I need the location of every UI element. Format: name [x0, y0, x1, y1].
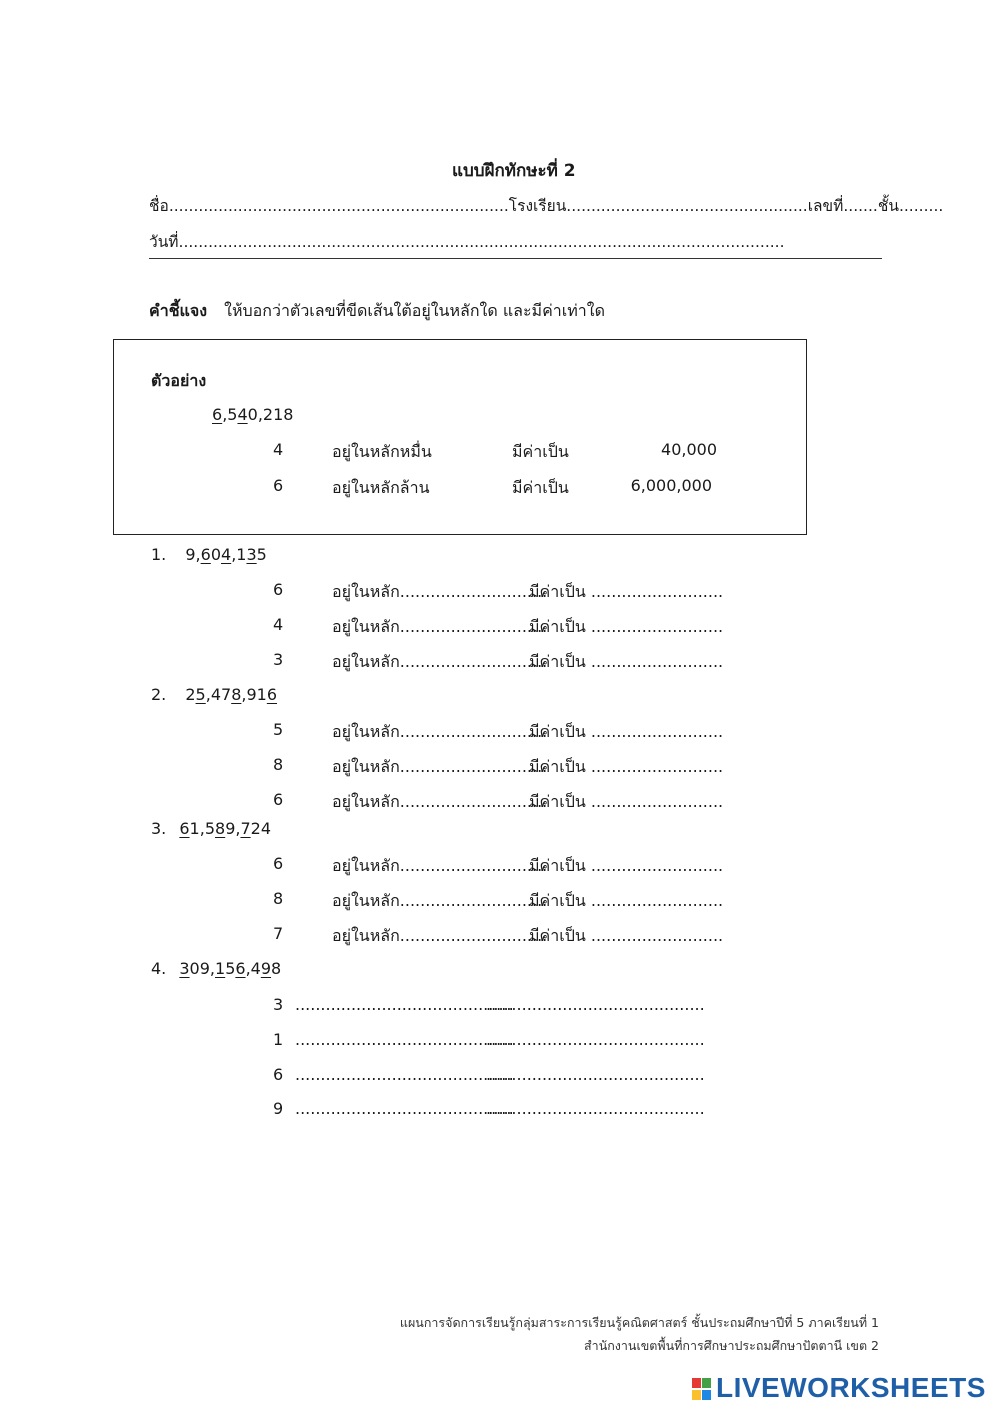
logo-square-green [702, 1378, 711, 1388]
example-digit: 4 [273, 440, 284, 459]
answer-digit: 7 [273, 924, 284, 943]
exercise-4-number [151, 959, 281, 978]
answer-digit: 6 [273, 854, 284, 873]
number-part: 0,218 [247, 405, 294, 424]
underlined-digit: 6 [200, 545, 211, 564]
exercise-2-number [151, 685, 277, 704]
answer-digit: 1 [273, 1030, 284, 1049]
answer-digit: 6 [273, 790, 284, 809]
value-blank[interactable]: มีค่าเป็น .......................... [529, 617, 724, 636]
number-part: 5 [256, 545, 267, 564]
footer-line-2: สำนักงานเขตพื้นที่การศึกษาประถมศึกษาปัตตานี เขต 2 [584, 1338, 879, 1353]
number-part: ,91 [241, 685, 267, 704]
place-blank[interactable]: ........................................... [295, 1065, 514, 1084]
underlined-digit: 4 [237, 405, 248, 424]
underlined-digit: 1 [215, 959, 226, 978]
exercise-label: 3. [151, 819, 167, 838]
footer-line-1: แผนการจัดการเรียนรู้กลุ่มสาระการเรียนรู้คณิตศาสตร์ ชั้นประถมศึกษาปีที่ 5 ภาคเรียนที่ 1 [399, 1315, 879, 1330]
place-blank[interactable]: อยู่ในหลัก............................. [332, 926, 548, 945]
example-value-label: มีค่าเป็น [512, 442, 569, 461]
number-part: 8 [271, 959, 282, 978]
value-blank[interactable]: มีค่าเป็น .......................... [529, 926, 724, 945]
place-blank[interactable]: อยู่ในหลัก............................. [332, 617, 548, 636]
instructions-label: คำชี้แจง [149, 301, 208, 320]
example-value: 6,000,000 [630, 476, 712, 495]
exercise-1-number [151, 545, 267, 564]
underlined-digit: 6 [179, 819, 190, 838]
date-line: วันที่........................................................................................................................... [149, 233, 785, 251]
example-value: 40,000 [661, 440, 717, 459]
value-blank[interactable]: มีค่าเป็น .......................... [529, 792, 724, 811]
value-blank[interactable]: มีค่าเป็น .......................... [529, 856, 724, 875]
value-blank[interactable]: ........................................... [486, 1030, 705, 1049]
underlined-digit: 5 [195, 685, 206, 704]
number-part: 2 [185, 685, 196, 704]
place-blank[interactable]: อยู่ในหลัก............................. [332, 582, 548, 601]
underlined-digit: 8 [215, 819, 226, 838]
underlined-digit: 3 [246, 545, 257, 564]
answer-digit: 8 [273, 755, 284, 774]
example-label: ตัวอย่าง [151, 371, 207, 390]
exercise-label: 4. [151, 959, 167, 978]
number-part: 5 [225, 959, 236, 978]
value-blank[interactable]: มีค่าเป็น .......................... [529, 891, 724, 910]
answer-digit: 8 [273, 889, 284, 908]
header-divider [149, 258, 882, 259]
underlined-digit: 6 [212, 405, 223, 424]
answer-digit: 5 [273, 720, 284, 739]
underlined-digit: 6 [266, 685, 278, 704]
value-blank[interactable]: ........................................... [486, 995, 705, 1014]
example-box [113, 339, 807, 535]
value-blank[interactable]: มีค่าเป็น .......................... [529, 757, 724, 776]
value-blank[interactable]: มีค่าเป็น .......................... [529, 722, 724, 741]
example-number [212, 405, 293, 424]
place-blank[interactable]: อยู่ในหลัก............................. [332, 757, 548, 776]
underlined-digit: 7 [240, 819, 251, 838]
logo-square-blue [702, 1390, 711, 1400]
place-blank[interactable]: อยู่ในหลัก............................. [332, 652, 548, 671]
number-part: 1,5 [189, 819, 215, 838]
name-school-line: ชื่อ.....................................................................โรงเรียน.................................................เลขที่.......ชั้น......... [149, 197, 944, 215]
underlined-digit: 6 [235, 959, 246, 978]
liveworksheets-logo-text[interactable]: LIVEWORKSHEETS [716, 1372, 986, 1403]
number-part: ,1 [231, 545, 247, 564]
number-part: ,47 [205, 685, 232, 704]
place-blank[interactable]: อยู่ในหลัก............................. [332, 792, 548, 811]
example-digit: 6 [273, 476, 284, 495]
underlined-digit: 8 [231, 685, 242, 704]
answer-digit: 3 [273, 995, 284, 1014]
place-blank[interactable]: อยู่ในหลัก............................. [332, 891, 548, 910]
exercise-label: 2. [151, 685, 167, 704]
underlined-digit: 3 [179, 959, 190, 978]
answer-digit: 6 [273, 1065, 284, 1084]
value-blank[interactable]: มีค่าเป็น .......................... [529, 652, 724, 671]
answer-digit: 6 [273, 580, 284, 599]
example-place: อยู่ในหลักล้าน [332, 478, 430, 497]
answer-digit: 9 [273, 1099, 284, 1118]
instructions-text: ให้บอกว่าตัวเลขที่ขีดเส้นใต้อยู่ในหลักใด และมีค่าเท่าใด [224, 301, 605, 320]
liveworksheets-logo-icon [692, 1378, 712, 1402]
number-part: 09, [189, 959, 215, 978]
underlined-digit: 9 [260, 959, 272, 978]
number-part: 24 [250, 819, 271, 838]
value-blank[interactable]: ........................................... [486, 1099, 705, 1118]
example-place: อยู่ในหลักหมื่น [332, 442, 432, 461]
place-blank[interactable]: อยู่ในหลัก............................. [332, 856, 548, 875]
example-value-label: มีค่าเป็น [512, 478, 569, 497]
instructions [149, 299, 605, 324]
place-blank[interactable]: ........................................... [295, 1030, 514, 1049]
place-blank[interactable]: ........................................... [295, 1099, 514, 1118]
number-part: 9, [185, 545, 201, 564]
answer-digit: 3 [273, 650, 284, 669]
number-part: 0 [210, 545, 221, 564]
answer-digit: 4 [273, 615, 284, 634]
logo-square-yellow [692, 1390, 701, 1400]
logo-square-red [692, 1378, 701, 1388]
underlined-digit: 4 [221, 545, 232, 564]
value-blank[interactable]: มีค่าเป็น .......................... [529, 582, 724, 601]
number-part: ,4 [245, 959, 261, 978]
place-blank[interactable]: ........................................... [295, 995, 514, 1014]
page-title: แบบฝึกทักษะที่ 2 [452, 161, 576, 181]
exercise-3-number [151, 819, 271, 838]
value-blank[interactable]: ........................................... [486, 1065, 705, 1084]
number-part: ,5 [222, 405, 238, 424]
place-blank[interactable]: อยู่ในหลัก............................. [332, 722, 548, 741]
exercise-label: 1. [151, 545, 167, 564]
number-part: 9, [225, 819, 241, 838]
